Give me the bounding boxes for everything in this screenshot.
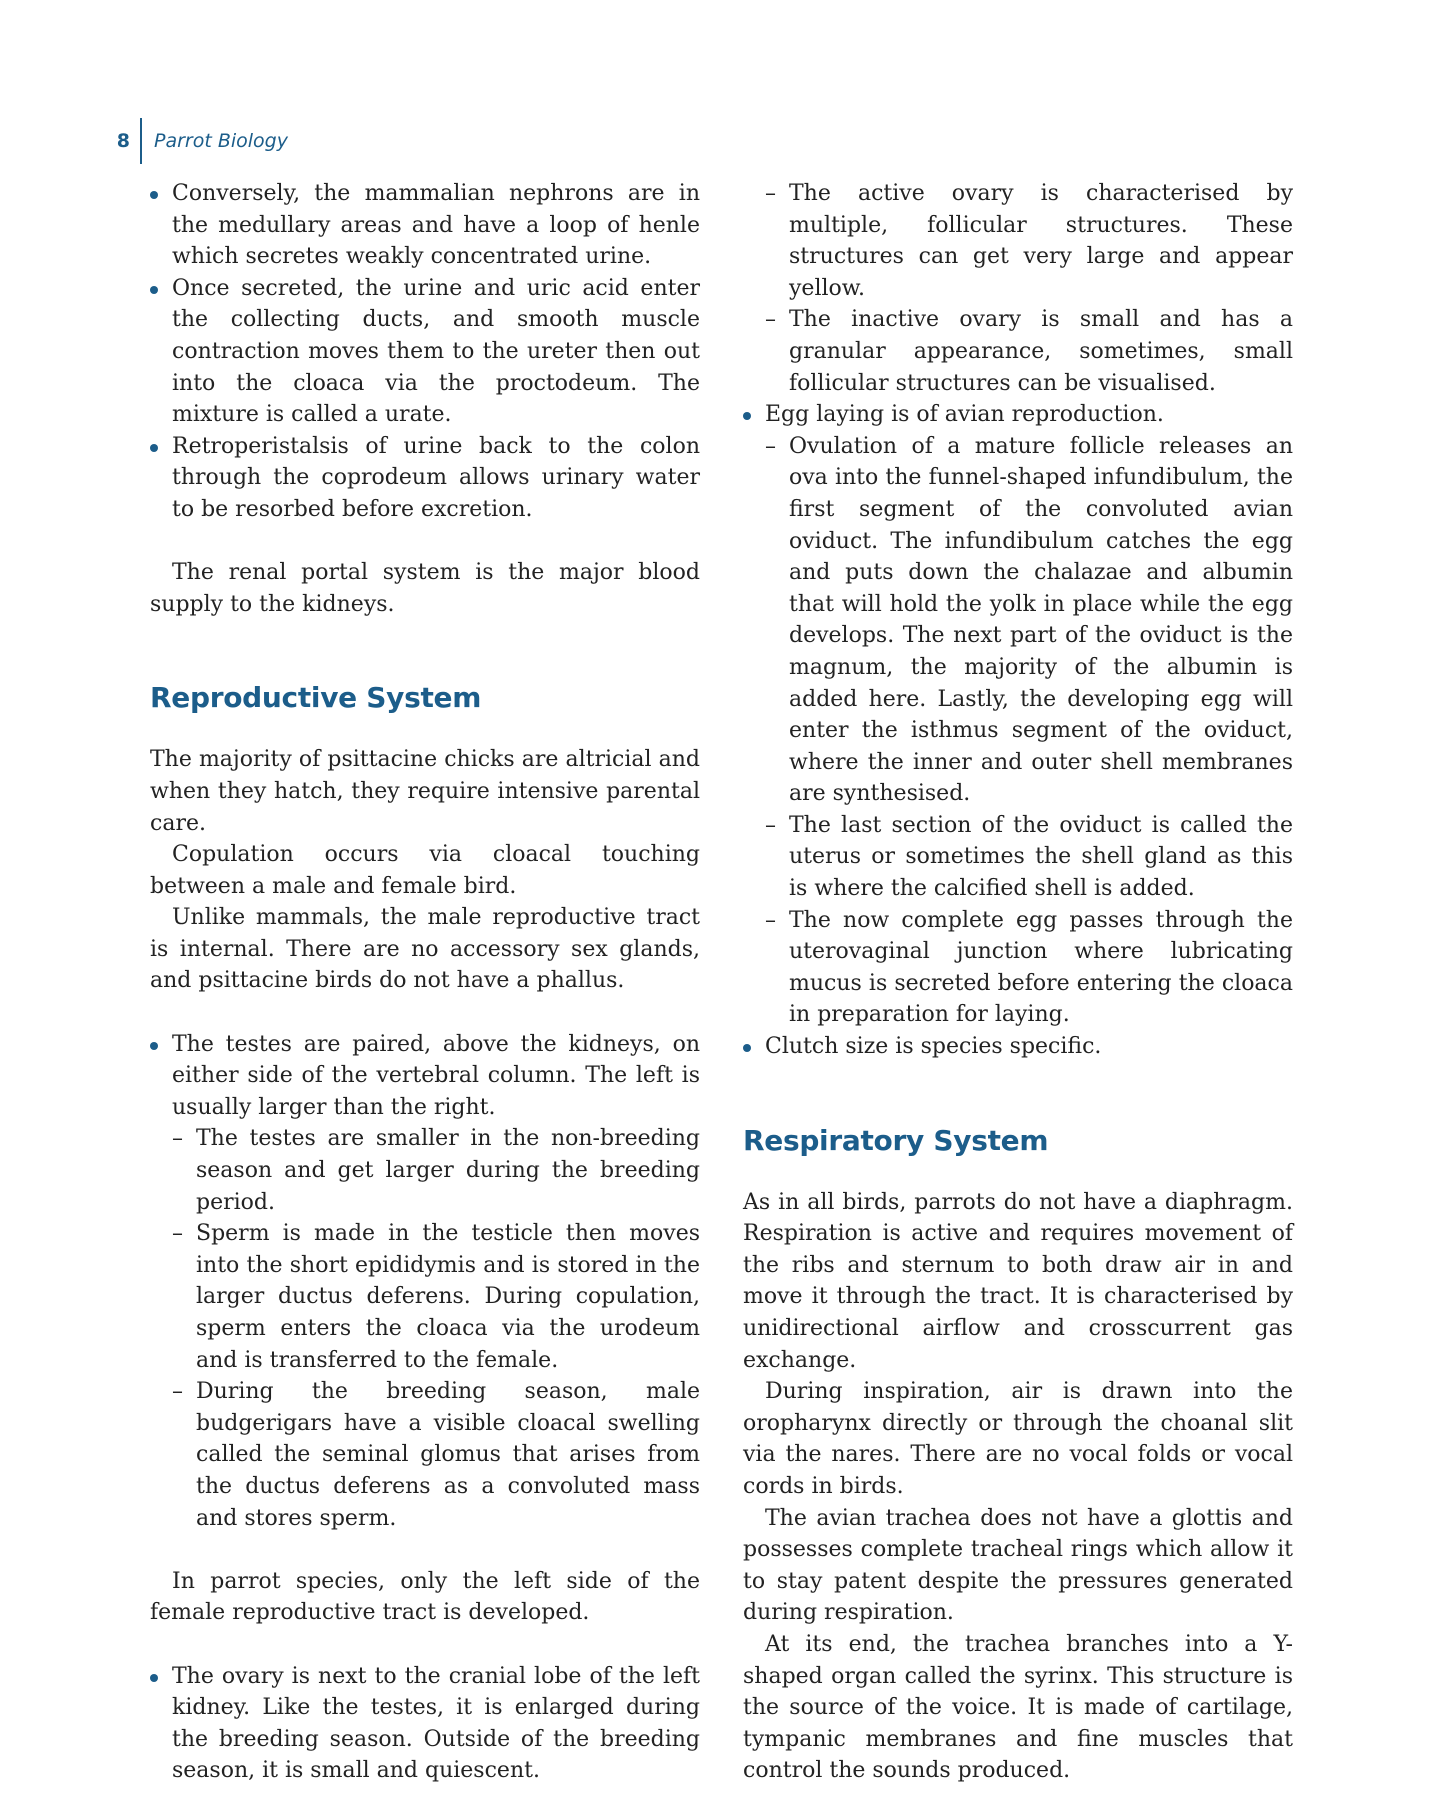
resp-paragraph-4: At its end, the trachea branches into a Y-shaped organ called the syrinx. This structure is the source of the voice. It is made of cartilage, tympanic membranes and fine muscles that control the sounds produced.	[743, 1631, 1293, 1784]
sub-list-item: – During the breeding season, male budgerigars have a visible cloacal swelling called the seminal glomus that arises from the ductus deferens as a convoluted mass and stores sperm.	[150, 1376, 700, 1534]
dash-icon: –	[765, 307, 776, 333]
running-header	[108, 118, 288, 164]
dash-icon: –	[172, 1379, 183, 1405]
sub-list-item: – The last section of the oviduct is called the uterus or sometimes the shell gland as this is where the calcified shell is added.	[743, 810, 1293, 905]
bullet-icon	[743, 412, 751, 420]
sub-list-item: – The now complete egg passes through the uterovaginal junction where lubricating mucus is secreted before entering the cloaca in preparation for laying.	[743, 905, 1293, 1031]
dash-icon: –	[765, 812, 776, 838]
sub-list-item: – Sperm is made in the testicle then moves into the short epididymis and is stored in the larger ductus deferens. During copulation, sperm enters the cloaca via the urodeum and is transferred to the female.	[150, 1218, 700, 1376]
list-item: Conversely, the mammalian nephrons are in the medullary areas and have a loop of henle which secretes weakly concentrated urine.	[150, 178, 700, 273]
list-item: Retroperistalsis of urine back to the colon through the coprodeum allows urinary water to be resorbed before excretion.	[150, 431, 700, 526]
ovary-bullet-list	[150, 1661, 700, 1787]
bullet-icon	[150, 286, 158, 294]
dash-icon: –	[765, 433, 776, 459]
dash-icon: –	[172, 1126, 183, 1152]
sub-list-item: – The active ovary is characterised by multiple, follicular structures. These structures can get very large and appear yellow.	[743, 178, 1293, 304]
sub-list-item: – The testes are smaller in the non-breeding season and get larger during the breeding period.	[150, 1123, 700, 1218]
ovary-dash-list	[743, 178, 1293, 1063]
list-item: Egg laying is of avian reproduction.	[743, 399, 1293, 431]
list-item: Clutch size is species specific.	[743, 1031, 1293, 1063]
resp-paragraph-3: The avian trachea does not have a glottis and possesses complete tracheal rings which allow it to stay patent despite the pressures generated during respiration.	[743, 1505, 1293, 1626]
female-tract-paragraph: In parrot species, only the left side of the female reproductive tract is developed.	[150, 1568, 700, 1626]
resp-paragraph-1: As in all birds, parrots do not have a diaphragm. Respiration is active and requires movement of the ribs and sternum to both draw air in and move it through the tract. It is characterised by unidirectional airflow and crosscurrent gas exchange.	[743, 1189, 1293, 1373]
resp-paragraph-2: During inspiration, air is drawn into the oropharynx directly or through the choanal slit via the nares. There are no vocal folds or vocal cords in birds.	[743, 1379, 1293, 1499]
bullet-icon	[150, 1042, 158, 1050]
dash-icon: –	[765, 181, 776, 206]
list-item: The ovary is next to the cranial lobe of the left kidney. Like the testes, it is enlarged during the breeding season. Outside of the breeding season, it is small and quiescent.	[150, 1661, 700, 1787]
bullet-icon	[150, 444, 158, 452]
header-divider	[140, 118, 142, 164]
respiratory-system-heading: Respiratory System	[743, 1123, 1049, 1157]
list-item: Once secreted, the urine and uric acid enter the collecting ducts, and smooth muscle contraction moves them to the ureter then out into the cloaca via the proctodeum. The mixture is called a urate.	[150, 273, 700, 431]
list-item: The testes are paired, above the kidneys, on either side of the vertebral column. The left is usually larger than the right.	[150, 1029, 700, 1124]
testes-bullet-list	[150, 1029, 700, 1535]
sub-list-item: – The inactive ovary is small and has a granular appearance, sometimes, small follicular structures can be visualised.	[743, 304, 1293, 399]
bullet-icon	[150, 1674, 158, 1682]
bullet-icon	[743, 1044, 751, 1052]
running-title: Parrot Biology	[154, 130, 288, 152]
repro-paragraph-1: The majority of psittacine chicks are altricial and when they hatch, they require intensive parental care.	[150, 747, 700, 836]
renal-paragraph: The renal portal system is the major blood supply to the kidneys.	[150, 560, 700, 617]
repro-paragraph-2: Copulation occurs via cloacal touching between a male and female bird.	[150, 842, 700, 899]
kidney-bullet-list	[150, 178, 700, 526]
dash-icon: –	[765, 907, 776, 933]
page-number: 8	[116, 130, 130, 152]
bullet-icon	[150, 191, 158, 199]
sub-list-item: – Ovulation of a mature follicle releases an ova into the funnel-shaped infundibulum, the first segment of the convoluted avian oviduct. The infundibulum catches the egg and puts down the chalazae and albumin that will hold the yolk in place while the egg develops. The next part of the oviduct is the magnum, the majority of the albumin is added here. Lastly, the developing egg will enter the isthmus segment of the oviduct, where the inner and outer shell membranes are synthesised.	[743, 431, 1293, 810]
repro-paragraph-3: Unlike mammals, the male reproductive tract is internal. There are no accessory sex glands, and psittacine birds do not have a phallus.	[150, 905, 700, 994]
reproductive-system-heading: Reproductive System	[150, 681, 482, 715]
dash-icon: –	[172, 1221, 183, 1247]
left-column	[150, 178, 700, 1787]
right-column	[743, 178, 1293, 1787]
